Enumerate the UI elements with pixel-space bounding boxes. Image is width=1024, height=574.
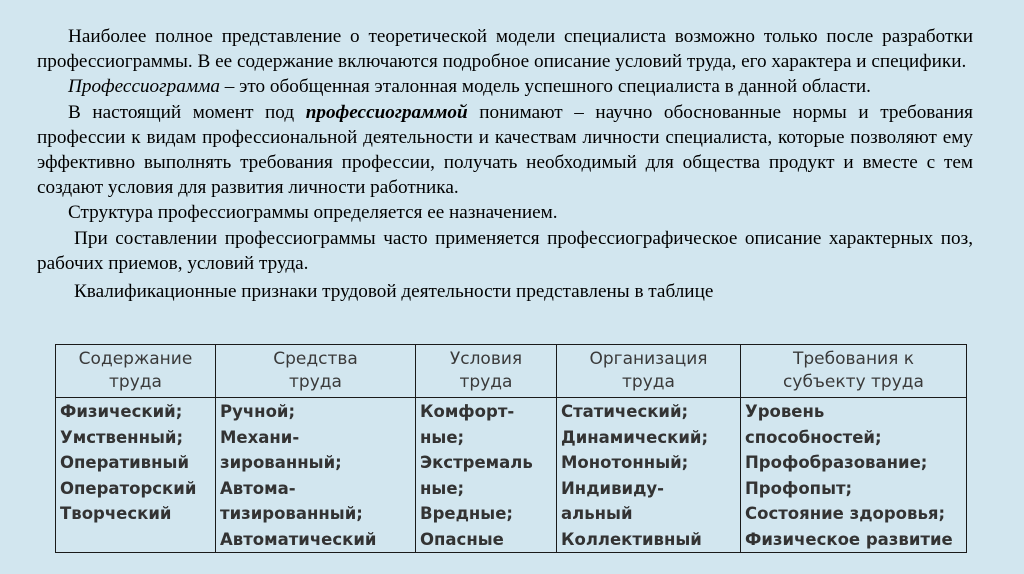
cell-line: Физический;: [60, 402, 183, 421]
cell-line: Профопыт;: [745, 478, 853, 498]
header-line: труда: [622, 372, 675, 392]
cell-line: ные;: [420, 427, 465, 447]
paragraph-definition: [37, 74, 973, 99]
table-header-row: [56, 345, 967, 398]
cell-line: Уровень: [745, 402, 825, 421]
cell-organization-types: [557, 398, 741, 553]
cell-line: Автома-: [220, 478, 296, 498]
cell-line: Монотонный;: [561, 453, 689, 472]
cell-line: Профобразование;: [745, 453, 928, 472]
header-line: труда: [459, 372, 513, 392]
header-requirements: [741, 345, 967, 398]
cell-line: Динамический;: [561, 427, 709, 447]
cell-line: Оперативный: [60, 453, 190, 472]
header-line: труда: [109, 372, 162, 392]
cell-content-types: [56, 398, 216, 553]
cell-line: Умственный;: [60, 427, 184, 447]
header-line: Содержание: [78, 349, 193, 369]
header-line: Организация: [589, 349, 708, 369]
cell-line: тизированный;: [220, 504, 363, 523]
cell-line: Экстремаль: [420, 453, 533, 472]
cell-line: Операторский: [60, 478, 197, 498]
header-means: [216, 345, 416, 398]
header-conditions: [416, 345, 557, 398]
cell-line: Автоматический: [220, 529, 377, 549]
paragraph-intro: Наиболее полное представление о теоретической модели специалиста возможно только после разработки профессиограммы. В ее содержание включаются подробное описание условий труда, его характера и специфики.: [37, 26, 973, 73]
cell-line: Ручной;: [220, 402, 296, 421]
cell-line: Состояние здоровья;: [745, 504, 946, 523]
header-line: Условия: [449, 349, 523, 369]
table-row: [56, 398, 967, 553]
cell-line: Опасные: [420, 529, 504, 549]
paragraph-current-meaning: [37, 100, 973, 201]
qualification-table: [55, 344, 967, 553]
header-organization: [557, 345, 741, 398]
header-line: труда: [289, 372, 342, 392]
term-professiogram-bold: профессиограммой: [305, 101, 468, 123]
cell-line: зированный;: [220, 453, 342, 472]
current-meaning-start: В настоящий момент под: [68, 101, 306, 123]
cell-line: Коллективный: [561, 529, 702, 549]
cell-means-types: [216, 398, 416, 553]
paragraph-description: При составлении профессиограммы часто применяется профессиографическое описание характерных поз, рабочих приемов, условий труда.: [37, 227, 973, 274]
cell-line: Вредные;: [420, 504, 514, 523]
header-line: субъекту труда: [783, 372, 924, 392]
cell-line: Физическое развитие: [745, 529, 953, 549]
cell-conditions-types: [416, 398, 557, 553]
cell-line: Статический;: [561, 402, 689, 421]
cell-line: альный: [561, 504, 633, 523]
header-content: [56, 345, 216, 398]
cell-line: Творческий: [60, 504, 172, 523]
body-text: [37, 24, 973, 304]
cell-line: ные;: [420, 478, 465, 498]
cell-line: способностей;: [745, 427, 882, 447]
paragraph-table-intro: Квалификационные признаки трудовой деятельности представлены в таблице: [74, 281, 714, 303]
cell-line: Индивиду-: [561, 478, 665, 498]
cell-line: Механи-: [220, 427, 300, 447]
cell-line: Комфорт-: [420, 402, 515, 421]
header-line: Средства: [273, 349, 358, 369]
cell-requirements-types: [741, 398, 967, 553]
paragraph-structure: Структура профессиограммы определяется ее назначением.: [68, 202, 558, 224]
term-professiogram: Профессиограмма: [68, 76, 220, 98]
definition-text: – это обобщенная эталонная модель успешного специалиста в данной области.: [219, 76, 871, 98]
header-line: Требования к: [792, 349, 915, 369]
current-meaning-rest: понимают – научно обоснованные нормы и требования профессии к видам профессиональной деятельности и качествам личности специалиста, которые позволяют ему эффективно выполнять требования профессии, получать необходимый для общества продукт и вместе с тем создают условия для развития личности работника.: [37, 101, 973, 199]
